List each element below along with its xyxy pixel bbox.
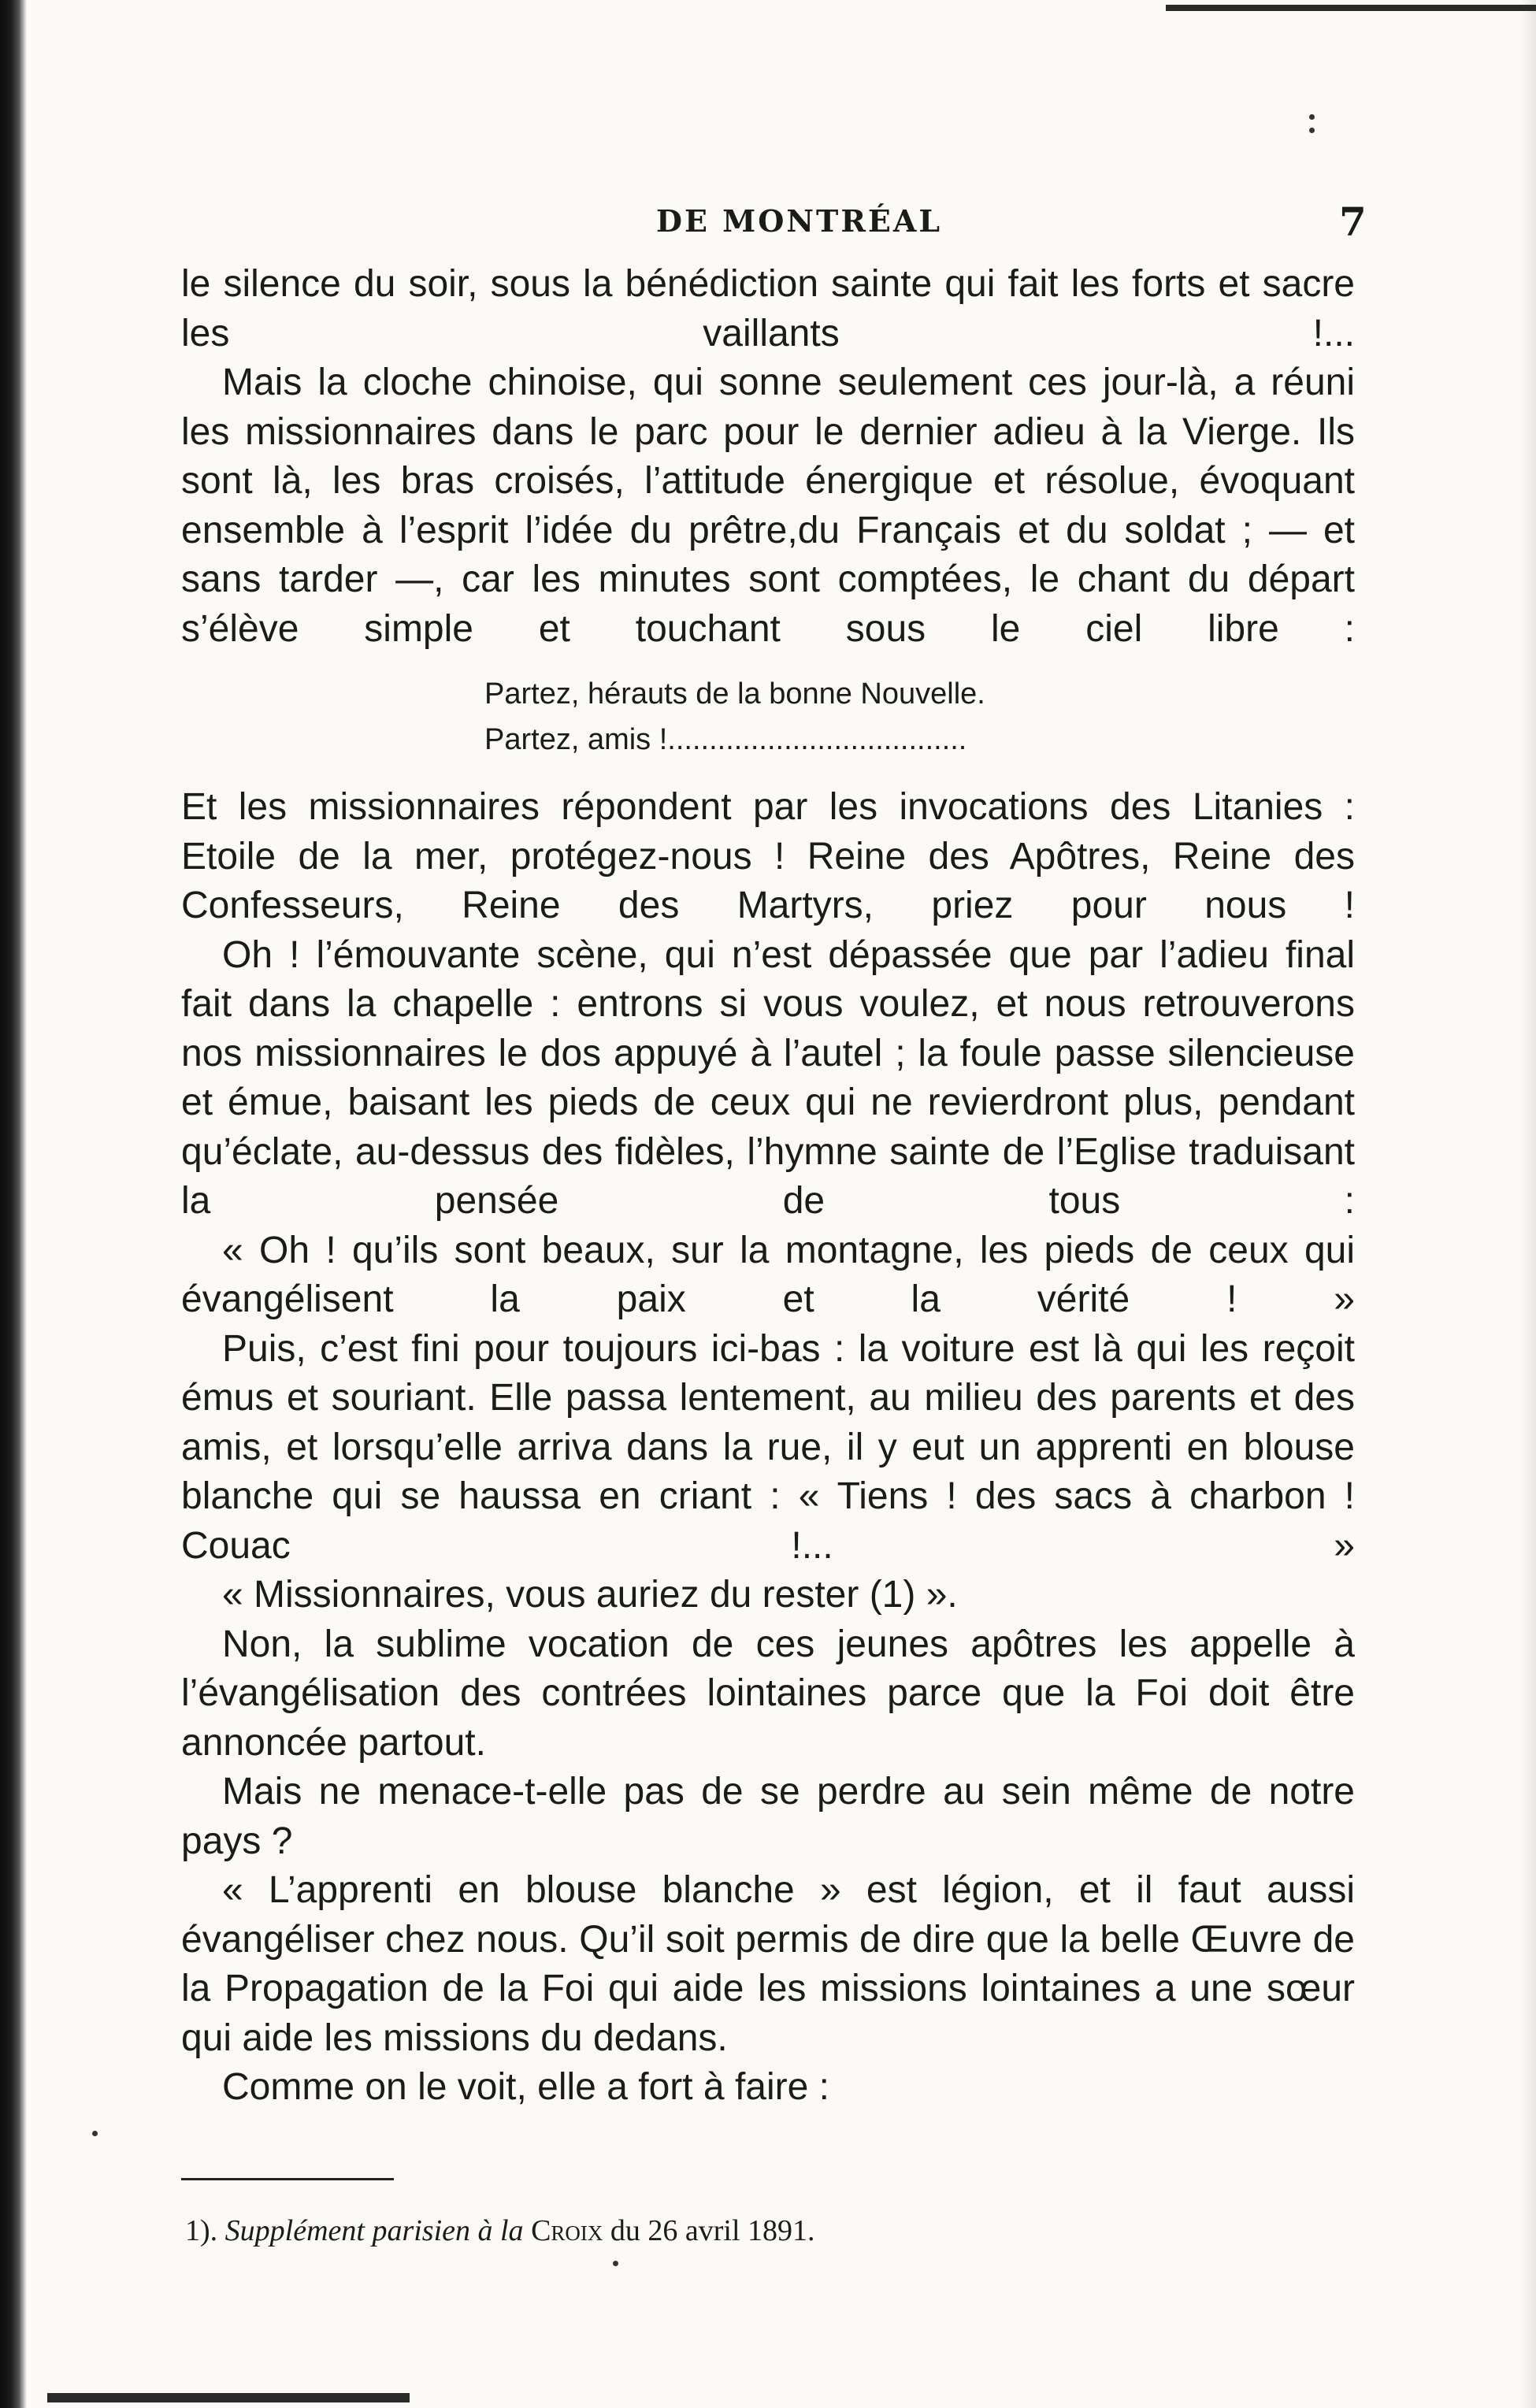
paragraph: Mais ne menace-t-elle pas de se perdre au sein même de notre pays ? (181, 1771, 1355, 1862)
paragraph: Et les missionnaires répondent par les invocations des Litanies : Etoile de la mer, protégez-nous ! Reine des Apôtres, Reine des Confesseurs, Reine des Martyrs, priez pour nous ! (181, 786, 1355, 926)
verse-line: Partez, hérauts de la bonne Nouvelle. (484, 677, 985, 711)
paragraph: Comme on le voit, elle a fort à faire : (222, 2066, 829, 2108)
scan-bottom-rule (47, 2393, 410, 2402)
verse-block (484, 671, 1355, 762)
footnote-marker: 1). (185, 2214, 218, 2247)
paragraph: Non, la sublime vocation de ces jeunes apôtres les appelle à l’évangélisation des contrées lointaines parce que la Foi doit être annoncée partout. (181, 1623, 1355, 1764)
paragraph: Mais la cloche chinoise, qui sonne seulement ces jour-là, a réuni les missionnaires dans le parc pour le dernier adieu à la Vierge. Ils sont là, les bras croisés, l’attitude énergique et résolue, évoquant ensemble à l’esprit l’idée du prêtre,du Français et du soldat ; — et sans tarder —, car les minutes sont comptées, le chant du départ s’élève simple et touchant sous le ciel libre : (181, 362, 1355, 650)
ink-speck (1309, 114, 1315, 120)
paragraph: Puis, c’est fini pour toujours ici-bas : la voiture est là qui les reçoit émus et souriant. Elle passa lentement, au milieu des parents et des amis, et lorsqu’elle arriva dans la rue, il y eut un apprenti en blouse blanche qui se haussa en criant : « Tiens ! des sacs à charbon ! Couac !... » (181, 1327, 1355, 1567)
ink-speck (613, 2261, 618, 2266)
paragraph: le silence du soir, sous la bénédiction sainte qui fait les forts et sacre les vaillants !... (181, 263, 1355, 354)
ink-speck (92, 2131, 98, 2136)
ink-speck (1309, 128, 1315, 133)
verse-line: Partez, amis !.................................... (484, 723, 967, 756)
page-number: 7 (1339, 199, 1367, 245)
paragraph: « Oh ! qu’ils sont beaux, sur la montagne, les pieds de ceux qui évangélisent la paix et la vérité ! » (181, 1229, 1355, 1320)
footnote-date: du 26 avril 1891. (610, 2214, 815, 2247)
footnote-title: Supplément parisien à la (224, 2214, 524, 2247)
scan-binding-edge (0, 0, 27, 2408)
paragraph: Oh ! l’émouvante scène, qui n’est dépassée que par l’adieu final fait dans la chapelle : entrons si vous voulez, et nous retrouverons nos missionnaires le dos appuyé à l’autel ; la foule passe silencieuse et émue, baisant les pieds de ceux qui ne revierdront plus, pendant qu’éclate, au-dessus des fidèles, l’hymne sainte de l’Eglise traduisant la pensée de tous : (181, 933, 1355, 1222)
paragraph: « Missionnaires, vous auriez du rester (1) ». (222, 1574, 958, 1616)
running-title: DE MONTRÉAL (656, 203, 943, 239)
page-body (181, 260, 1355, 2113)
scan-right-edge (1520, 0, 1536, 2408)
scan-top-rule (1166, 5, 1536, 11)
footnote-source: Croix (531, 2214, 603, 2247)
running-header (0, 199, 1536, 254)
paragraph: « L’apprenti en blouse blanche » est légion, et il faut aussi évangéliser chez nous. Qu’il soit permis de dire que la belle Œuvre de la Propagation de la Foi qui aide les missions lointaines a une sœur qui aide les missions du dedans. (181, 1869, 1355, 2059)
footnote (185, 2213, 815, 2248)
footnote-separator (181, 2178, 394, 2180)
